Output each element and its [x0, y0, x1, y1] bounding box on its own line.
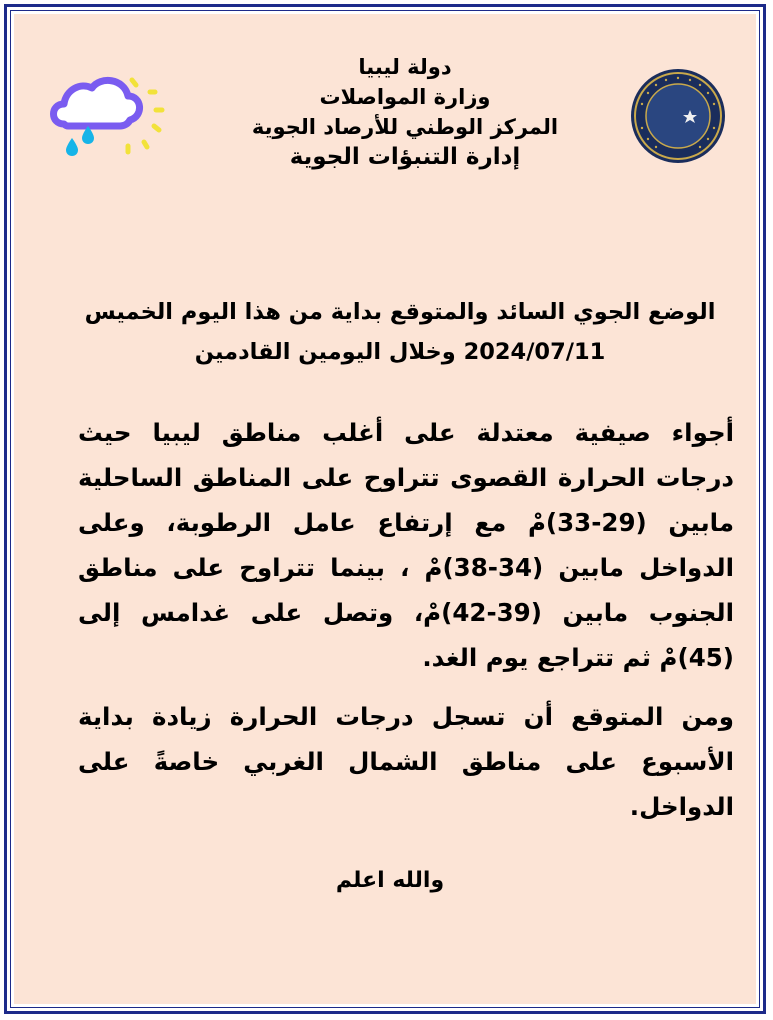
title-line-2: 2024/07/11 وخلال اليومين القادمين	[194, 339, 606, 365]
ministry-name: وزارة المواصلات	[319, 85, 491, 109]
forecast-paragraph-2: ومن المتوقع أن تسجل درجات الحرارة زيادة بداية الأسبوع على مناطق الشمال الغربي خاصةً على الدواخل.	[78, 702, 734, 821]
title-line-1: الوضع الجوي السائد والمتوقع بداية من هذا اليوم الخميس	[84, 299, 716, 325]
forecast-body	[78, 410, 734, 829]
department-name: إدارة التنبؤات الجوية	[289, 144, 521, 170]
country-name: دولة ليبيا	[358, 55, 452, 79]
letterhead	[240, 52, 570, 172]
closing-phrase: والله اعلم	[335, 868, 445, 893]
forecast-paragraph-1: أجواء صيفية معتدلة على أغلب مناطق ليبيا حيث درجات الحرارة القصوى تتراوح على المناطق الساحلية مابين (29-33)مْ مع إرتفاع عامل الرطوبة، وعلى الدواخل مابين (34-38)مْ ، بينما تتراوح على مناطق الجنوب مابين (39-42)مْ، وتصل على غدامس إلى (45)مْ ثم تتراجع يوم الغد.	[78, 418, 735, 672]
meteorology-center-seal-icon	[628, 66, 728, 166]
cloud-rain-sun-icon	[44, 72, 168, 160]
bulletin-title	[70, 292, 730, 372]
center-name: المركز الوطني للأرصاد الجوية	[251, 115, 559, 139]
